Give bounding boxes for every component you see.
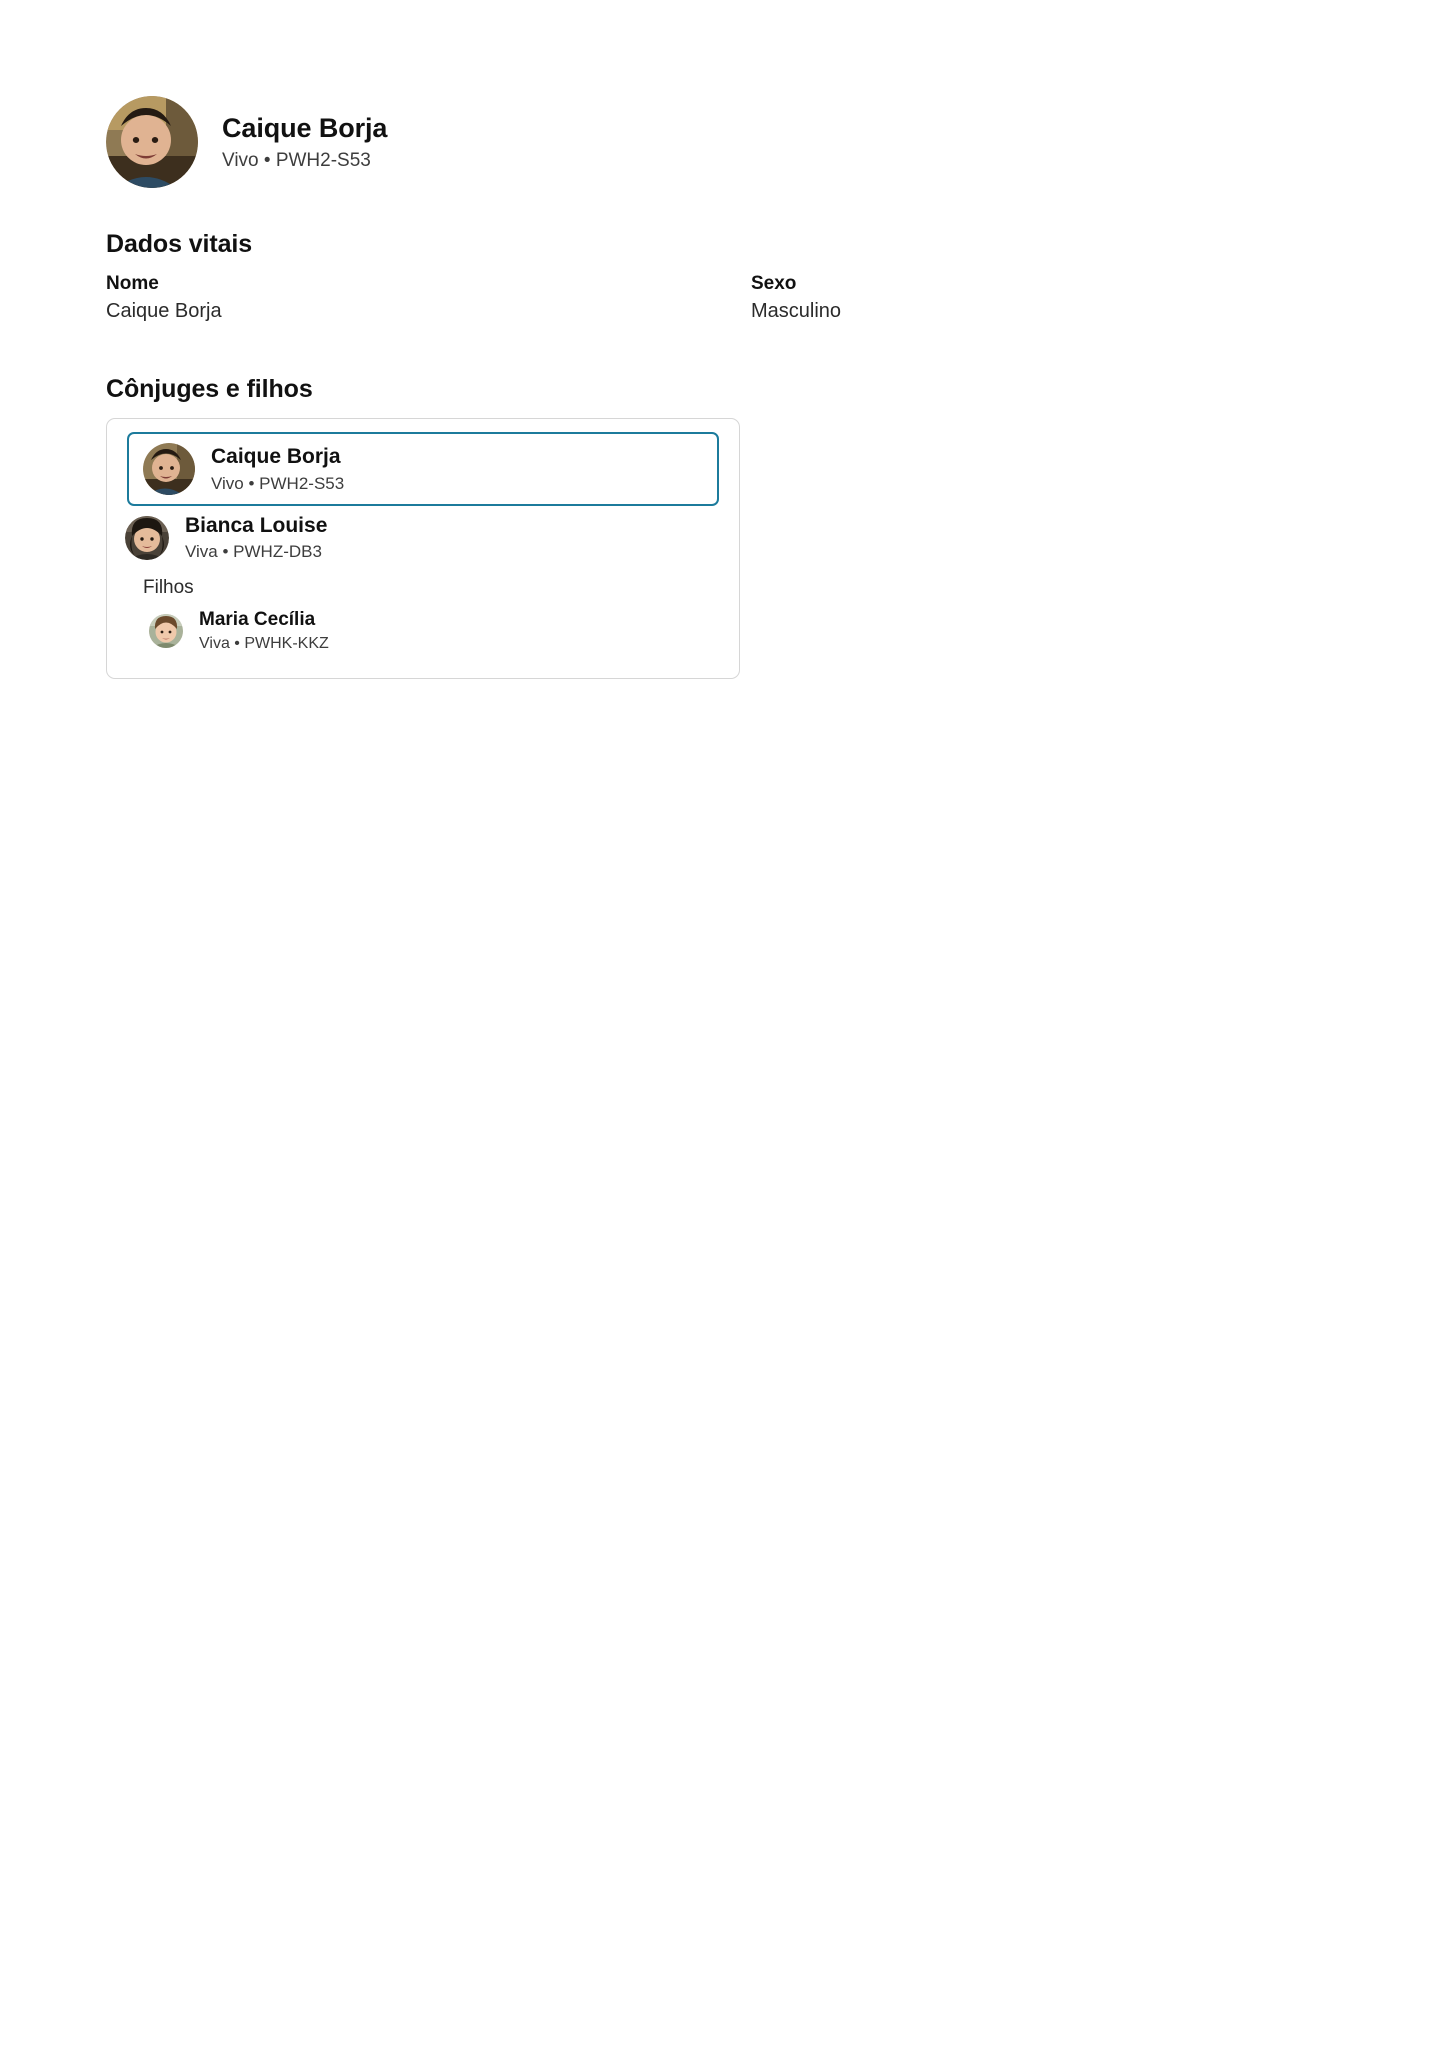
family-section bbox=[106, 375, 1448, 679]
profile-page bbox=[0, 0, 1448, 679]
person-photo-avatar bbox=[143, 443, 195, 495]
list-item-text bbox=[199, 608, 329, 653]
family-card bbox=[106, 418, 740, 679]
list-item-name: Caique Borja bbox=[211, 445, 341, 469]
vital-label: Sexo bbox=[751, 273, 797, 294]
list-item-name: Maria Cecília bbox=[199, 609, 316, 631]
list-item[interactable] bbox=[127, 432, 719, 506]
list-item-text bbox=[211, 444, 344, 493]
person-photo-avatar bbox=[149, 614, 183, 648]
vital-value: Masculino bbox=[751, 300, 842, 322]
list-item-subtitle: Viva • PWHZ-DB3 bbox=[185, 542, 322, 562]
list-item-subtitle: Vivo • PWH2-S53 bbox=[211, 473, 345, 493]
vital-field-sex bbox=[751, 273, 1396, 323]
vital-value: Caique Borja bbox=[106, 300, 222, 322]
vital-data-grid bbox=[106, 273, 1448, 323]
list-item[interactable] bbox=[107, 601, 739, 660]
page-title: Caique Borja bbox=[222, 112, 388, 143]
person-photo-avatar bbox=[125, 516, 169, 560]
header-subtitle: Vivo • PWH2-S53 bbox=[222, 150, 371, 172]
family-section-title: Cônjuges e filhos bbox=[106, 375, 313, 403]
list-item[interactable] bbox=[107, 506, 739, 569]
list-item-name: Bianca Louise bbox=[185, 514, 328, 537]
profile-header bbox=[106, 96, 1448, 188]
vital-label: Nome bbox=[106, 273, 159, 294]
list-item-text bbox=[185, 513, 327, 562]
children-label: Filhos bbox=[143, 577, 194, 599]
person-photo-avatar[interactable] bbox=[106, 96, 198, 188]
vital-data-title: Dados vitais bbox=[106, 230, 253, 258]
list-item-subtitle: Viva • PWHK-KKZ bbox=[199, 635, 329, 652]
vital-field-name bbox=[106, 273, 751, 323]
header-text-block bbox=[222, 112, 387, 172]
vital-data-section bbox=[106, 230, 1448, 323]
